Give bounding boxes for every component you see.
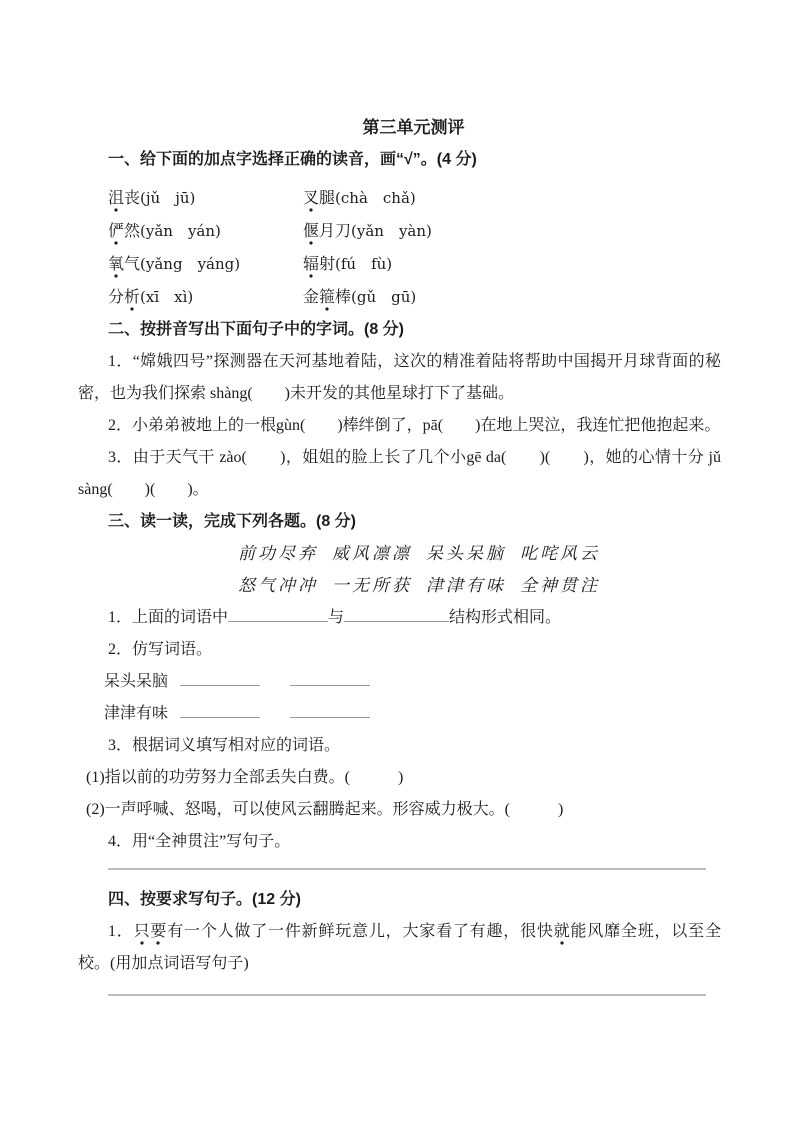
question-text: 能风靡全班，以至全校。(用加点词语写句子) [78,923,721,972]
question-text: 结构形式相同。 [449,609,562,626]
answer-blank [180,670,260,686]
word-bank-item: 呆头呆脑 [426,544,506,563]
dotted-word: 就 [554,923,571,946]
dotted-char: 叉 [303,190,319,213]
question-text: 有一个人做了一件新鲜玩意儿，大家看了有趣，很快 [167,923,554,940]
question-3-4: 4．用“全神贯注”写句子。 [108,833,291,850]
word-post: 气 [124,256,141,273]
answer-blank [290,670,370,686]
word-bank-item: 一无所获 [332,576,412,595]
word-bank-row-2 [238,570,721,602]
pinyin-options: (yǎng yáng) [140,255,241,273]
dotted-char: 氧 [108,256,124,279]
pronunciation-item [108,215,303,248]
word-bank-item: 威风凛凛 [332,544,412,563]
word-pre: 分 [108,289,125,306]
imitation-row-2 [104,698,721,730]
word-post: 腿 [319,190,336,207]
word-post: 射 [319,256,336,273]
question-text: 1．上面的词语中 [108,609,229,626]
question-3-1 [78,602,721,634]
answer-line [108,994,706,996]
pinyin-options: (yǎn yàn) [351,222,432,240]
pinyin-options: (fú fù) [335,255,393,273]
pinyin-options: (yǎn yán) [140,222,221,240]
dotted-char: 偃 [303,223,319,246]
word-bank-item: 怒气冲冲 [238,576,318,595]
dotted-char: 沮 [108,190,124,213]
example-word: 呆头呆脑 [104,673,169,690]
answer-line [108,868,706,870]
page-title: 第三单元测评 [362,118,465,137]
word-bank-item: 全神贯注 [520,576,600,595]
question-3-2: 2．仿写词语。 [108,641,213,658]
word-post: 月刀 [319,223,352,240]
word-post: 然 [124,223,141,240]
answer-blank [180,702,260,718]
word-pre: 金 [303,289,320,306]
word-bank-item: 叱咤风云 [520,544,600,563]
section-4-heading: 四、按要求写句子。(12 分) [108,891,301,908]
section-2-heading: 二、按拼音写出下面句子中的字词。(8 分) [108,321,405,338]
dotted-char: 析 [124,289,140,312]
word-post: 棒 [335,289,352,306]
question-3-3: 3．根据词义填写相对应的词语。 [108,737,341,754]
example-word: 津津有味 [104,705,169,722]
question-4-1 [78,916,721,980]
question-text: 与 [328,609,345,626]
dotted-char: 辐 [303,256,319,279]
dotted-char: 俨 [108,223,124,246]
pinyin-options: (gǔ gū) [351,288,417,306]
question-number: 1． [108,923,134,940]
pinyin-options: (xī xì) [140,288,194,306]
question-paragraph-1: 1．“嫦娥四号”探测器在天河基地着陆，这次的精准着陆将帮助中国揭开月球背面的秘密，也为我们探索 shàng( )未开发的其他星球打下了基础。 [78,353,721,402]
section-1-heading: 一、给下面的加点字选择正确的读音，画“√”。(4 分) [108,151,477,168]
pronunciation-item [303,182,721,215]
pronunciation-item [108,248,303,281]
pinyin-options: (jǔ jū) [140,189,196,207]
pronunciation-item [108,182,303,215]
question-paragraph-3: 3．由于天气干 zào( )，姐姐的脸上长了几个小gē da( )( )，她的心情十分 jǔ sàng( )( )。 [78,449,721,498]
pronunciation-item [303,248,721,281]
answer-blank [290,702,370,718]
question-3-3-1: (1)指以前的功劳努力全部丢失白费。( ) [86,769,404,786]
dotted-word: 只要 [134,923,168,946]
dotted-char: 箍 [319,289,335,312]
pinyin-options: (chà chǎ) [335,189,416,207]
answer-blank [228,606,328,622]
imitation-row-1 [104,666,721,698]
word-post: 丧 [124,190,141,207]
question-paragraph-2: 2．小弟弟被地上的一根gùn( )棒绊倒了，pā( )在地上哭泣，我连忙把他抱起来。 [108,417,721,434]
answer-blank [344,606,449,622]
question-3-3-2: (2)一声呼喊、怒喝，可以使风云翻腾起来。形容威力极大。( ) [86,801,564,818]
word-bank-item: 津津有味 [426,576,506,595]
pronunciation-item [303,215,721,248]
pronunciation-item [108,281,303,314]
word-bank-row-1 [238,538,721,570]
word-bank-item: 前功尽弃 [238,544,318,563]
pronunciation-grid [108,182,721,314]
pronunciation-item [303,281,721,314]
section-3-heading: 三、读一读，完成下列各题。(8 分) [108,513,357,530]
